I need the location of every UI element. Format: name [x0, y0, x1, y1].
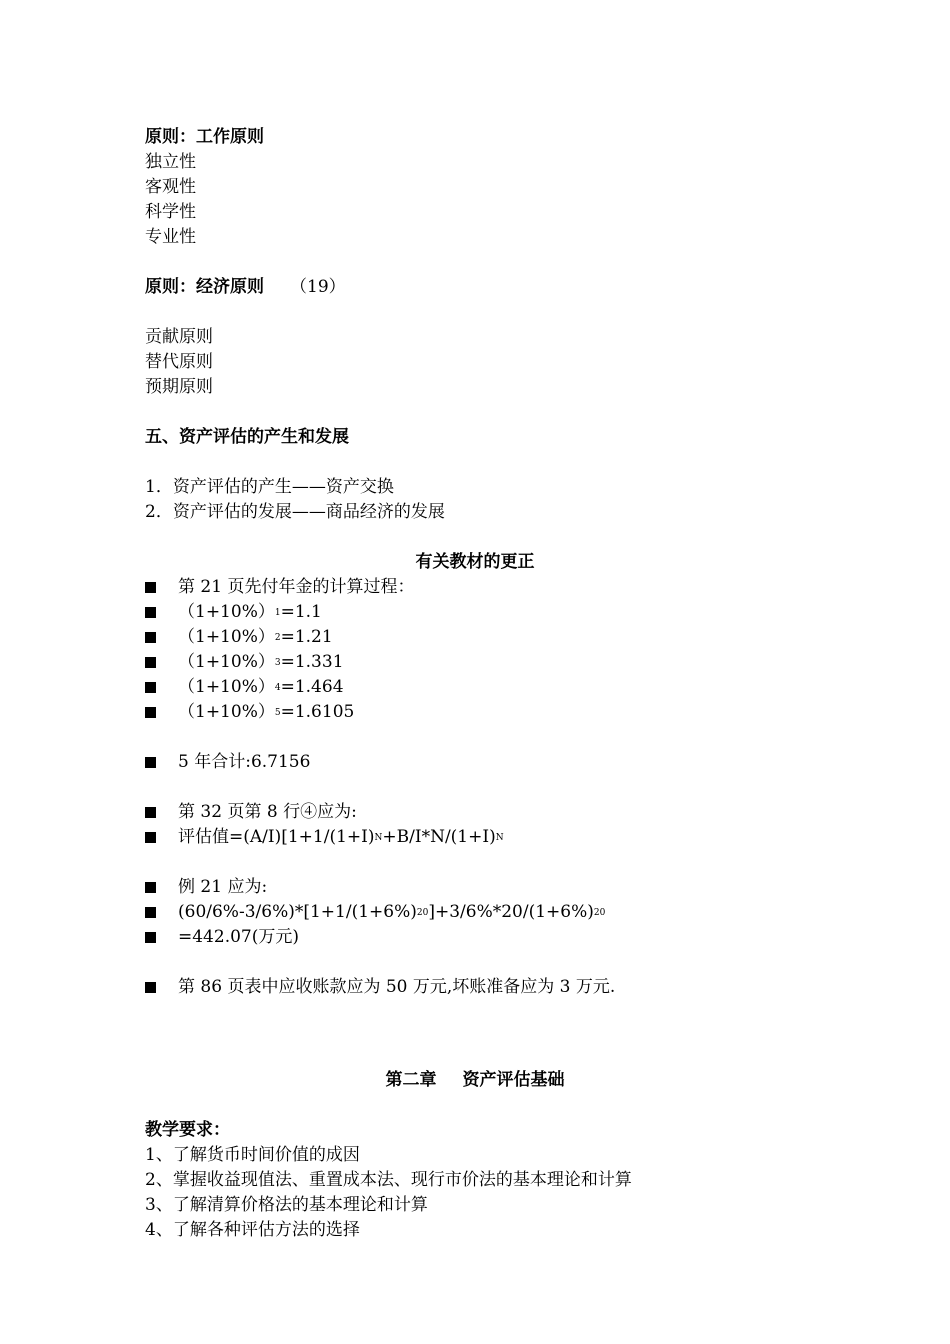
- list-item: 2、掌握收益现值法、重置成本法、现行市价法的基本理论和计算: [145, 1170, 632, 1190]
- document-body: [145, 125, 805, 1243]
- heading-work-principles: 原则：工作原则: [145, 127, 264, 147]
- list-item: 2．资产评估的发展——商品经济的发展: [145, 502, 445, 522]
- square-bullet-icon: [145, 682, 156, 693]
- square-bullet-icon: [145, 932, 156, 943]
- square-bullet-icon: [145, 582, 156, 593]
- bullet-item: 第 86 页表中应收账款应为 50 万元,坏账准备应为 3 万元.: [145, 975, 805, 1000]
- square-bullet-icon: [145, 882, 156, 893]
- teaching-requirements-heading: 教学要求：: [145, 1120, 230, 1140]
- bullet-formula: (60/6%-3/6%)*[1+1/(1+6%) 20 ]+3/6%*20/(1+6%) 20: [145, 900, 805, 925]
- square-bullet-icon: [145, 632, 156, 643]
- bullet-item: 例 21 应为:: [145, 875, 805, 900]
- list-item: 客观性: [145, 177, 196, 197]
- bullet-item: 第 32 页第 8 行④应为:: [145, 800, 805, 825]
- list-item: 1、了解货币时间价值的成因: [145, 1145, 360, 1165]
- list-item: 贡献原则: [145, 327, 213, 347]
- list-item: 专业性: [145, 227, 196, 247]
- square-bullet-icon: [145, 832, 156, 843]
- bullet-formula: 评估值=(A/I)[1+1/(1+I) N +B/I*N/(1+I) N: [145, 825, 805, 850]
- square-bullet-icon: [145, 757, 156, 768]
- square-bullet-icon: [145, 982, 156, 993]
- heading-economic-principles-row: [145, 275, 805, 300]
- bullet-item: 第 21 页先付年金的计算过程：: [145, 575, 805, 600]
- list-item: 替代原则: [145, 352, 213, 372]
- bullet-item: （1+10%） 1 =1.1: [145, 600, 805, 625]
- square-bullet-icon: [145, 807, 156, 818]
- chapter-title: 第二章 资产评估基础: [385, 1070, 565, 1090]
- bullet-item: （1+10%） 2 =1.21: [145, 625, 805, 650]
- bullet-item: （1+10%） 3 =1.331: [145, 650, 805, 675]
- bullet-item: （1+10%） 5 =1.6105: [145, 700, 805, 725]
- square-bullet-icon: [145, 657, 156, 668]
- page-reference: （19）: [290, 277, 346, 297]
- heading-corrections: 有关教材的更正: [415, 552, 535, 572]
- bullet-item: =442.07(万元): [145, 925, 805, 950]
- heading-economic-principles: 原则：经济原则: [145, 277, 264, 297]
- list-item: 独立性: [145, 152, 196, 172]
- bullet-item: 5 年合计:6.7156: [145, 750, 805, 775]
- bullet-item: （1+10%） 4 =1.464: [145, 675, 805, 700]
- square-bullet-icon: [145, 707, 156, 718]
- square-bullet-icon: [145, 907, 156, 918]
- square-bullet-icon: [145, 607, 156, 618]
- list-item: 1．资产评估的产生——资产交换: [145, 477, 394, 497]
- list-item: 3、了解清算价格法的基本理论和计算: [145, 1195, 428, 1215]
- list-item: 预期原则: [145, 377, 213, 397]
- list-item: 4、了解各种评估方法的选择: [145, 1220, 360, 1240]
- list-item: 科学性: [145, 202, 196, 222]
- heading-origin-development: 五、资产评估的产生和发展: [145, 427, 349, 447]
